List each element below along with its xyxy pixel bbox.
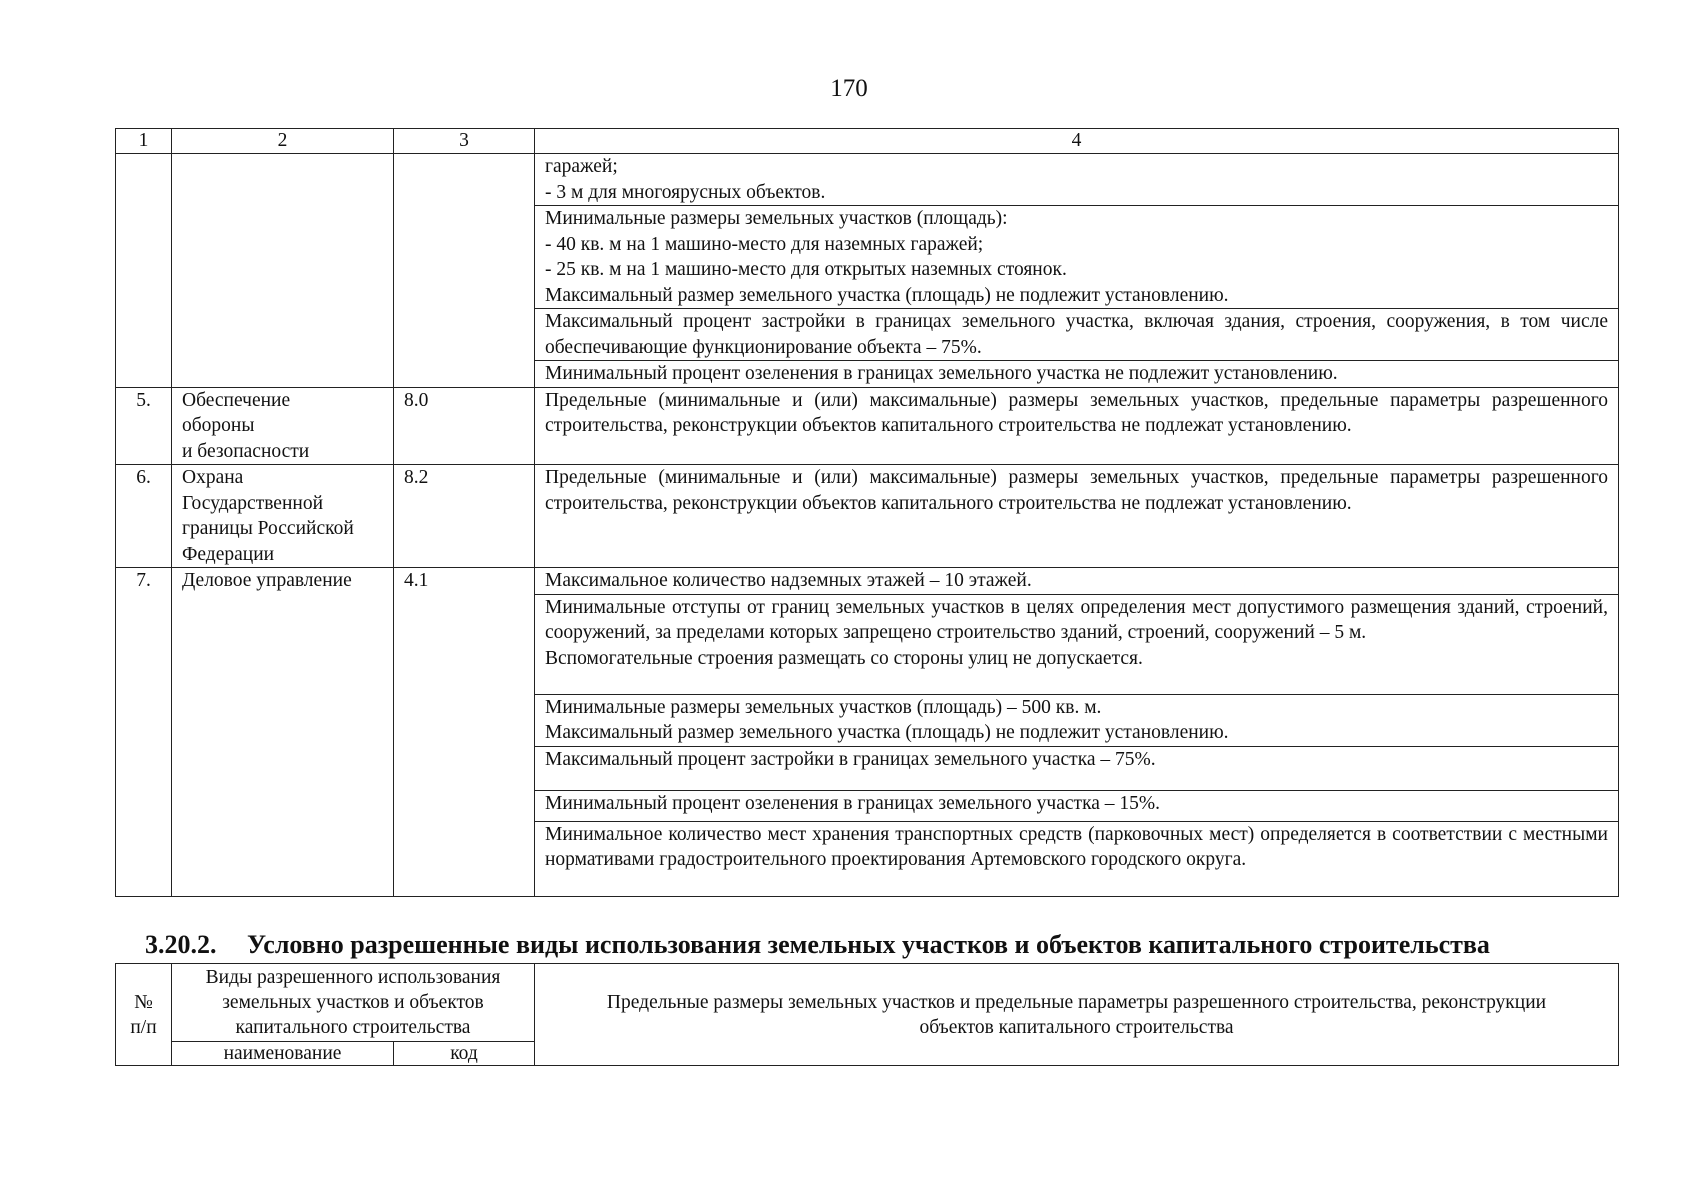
number-column-header: № п/п — [116, 964, 172, 1066]
parameter-text: Вспомогательные строения размещать со стороны улиц не допускается. — [545, 647, 1143, 669]
parameter-cell — [535, 465, 1619, 568]
use-name-text: обороны — [182, 415, 255, 436]
parameter-cell — [535, 694, 1619, 746]
parameter-text: - 40 кв. м на 1 машино-место для наземных гаражей; — [545, 233, 984, 255]
row-number: 7. — [116, 568, 172, 897]
parameter-cell — [535, 154, 1619, 206]
parameter-text: Максимальное количество надземных этажей – 10 этажей. — [545, 570, 1032, 591]
use-name-text: Государственной — [182, 492, 324, 514]
conditional-uses-table-header — [115, 963, 1619, 1066]
parameter-text: Минимальные отступы от границ земельных участков в целях определения мест допустимого размещения зданий, строений, сооружений, за пределами которых запрещено строительство зданий, строений, сооружений – 5 м. — [545, 596, 1608, 643]
section-title: Условно разрешенные виды использования земельных участков и объектов капитального строительства — [247, 930, 1490, 959]
parameter-text: Минимальное количество мест хранения транспортных средств (парковочных мест) определяется в соответствии с местными нормативами градостроительного проектирования Артемовского городского округа. — [545, 823, 1608, 870]
row-number: 5. — [116, 387, 172, 465]
use-name-text: Обеспечение — [182, 389, 291, 411]
table-row — [116, 387, 1619, 465]
number-cell — [116, 154, 172, 388]
parameter-text: - 25 кв. м на 1 машино-место для открытых наземных стоянок. — [545, 259, 1067, 280]
name-subheader: наименование — [172, 1042, 394, 1066]
code-subheader: код — [394, 1042, 535, 1066]
use-name-text: Федерации — [182, 543, 275, 565]
limit-parameters-header: Предельные размеры земельных участков и предельные параметры разрешенного строительства, реконструкции объектов капитального строительства — [535, 964, 1619, 1066]
parameter-cell — [535, 746, 1619, 790]
parameter-text: Максимальный процент застройки в границах земельного участка – 75%. — [545, 748, 1156, 770]
code-cell — [394, 154, 535, 388]
parameter-cell — [535, 309, 1619, 361]
parameter-cell — [535, 568, 1619, 595]
row-number: 6. — [116, 465, 172, 568]
table-row — [116, 568, 1619, 595]
parameter-text: Минимальный процент озеленения в границах земельного участка не подлежит установлению. — [545, 363, 1338, 384]
use-name-text: и безопасности — [182, 440, 310, 462]
parameter-text: Максимальный размер земельного участка (площадь) не подлежит установлению. — [545, 722, 1229, 743]
parameter-cell — [535, 790, 1619, 821]
parameter-text: Предельные (минимальные и (или) максимальные) размеры земельных участков, предельные параметры разрешенного строительства, реконструкции объектов капитального строительства не подлежат установлению. — [545, 467, 1608, 514]
use-name-text: Деловое управление — [182, 570, 352, 591]
parameter-text: - 3 м для многоярусных объектов. — [545, 181, 826, 203]
continuation-row — [116, 154, 1619, 206]
use-name-text: Охрана — [182, 467, 244, 488]
column-number: 2 — [172, 129, 394, 154]
column-number: 4 — [535, 129, 1619, 154]
use-name-cell — [172, 568, 394, 897]
table-row — [116, 465, 1619, 568]
parameter-text: Максимальный процент застройки в границах земельного участка, включая здания, строения, сооружения, в том числе обеспечивающие функционирование объекта – 75%. — [545, 311, 1608, 358]
column-number: 3 — [394, 129, 535, 154]
use-code: 4.1 — [394, 568, 535, 897]
name-cell — [172, 154, 394, 388]
parameter-text: Минимальный процент озеленения в границах земельного участка – 15%. — [545, 792, 1161, 814]
section-heading — [145, 930, 1625, 960]
parameter-text: гаражей; — [545, 156, 618, 177]
regulations-table-body — [116, 129, 1619, 897]
parameter-text: Минимальные размеры земельных участков (площадь): — [545, 208, 1008, 229]
parameter-text: Предельные (минимальные и (или) максимальные) размеры земельных участков, предельные параметры разрешенного строительства, реконструкции объектов капитального строительства не подлежат установлению. — [545, 389, 1608, 436]
section-number: 3.20.2. — [145, 930, 217, 959]
kinds-of-use-header: Виды разрешенного использования земельных участков и объектов капитального строительства — [172, 964, 535, 1042]
column-number: 1 — [116, 129, 172, 154]
parameter-cell — [535, 206, 1619, 309]
regulations-table — [115, 128, 1619, 897]
use-code: 8.2 — [394, 465, 535, 568]
use-name-cell — [172, 465, 394, 568]
parameter-text: Минимальные размеры земельных участков (площадь) – 500 кв. м. — [545, 696, 1102, 718]
parameter-cell — [535, 387, 1619, 465]
column-number-row — [116, 129, 1619, 154]
use-name-cell — [172, 387, 394, 465]
parameter-cell — [535, 821, 1619, 896]
parameter-cell — [535, 361, 1619, 388]
use-name-text: границы Российской — [182, 518, 354, 539]
page-number: 170 — [830, 75, 868, 102]
use-code: 8.0 — [394, 387, 535, 465]
parameter-text: Максимальный размер земельного участка (площадь) не подлежит установлению. — [545, 284, 1229, 306]
parameter-cell — [535, 594, 1619, 694]
